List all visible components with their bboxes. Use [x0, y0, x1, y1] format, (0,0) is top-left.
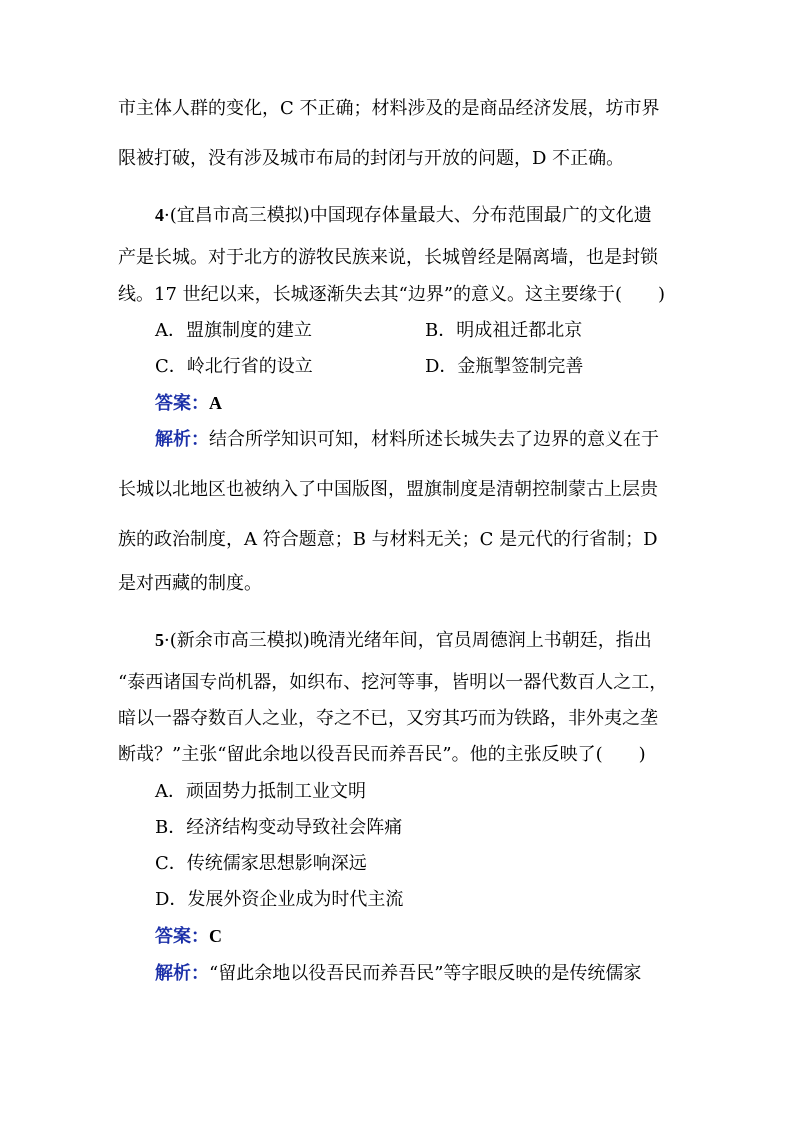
q4-explanation-text: 结合所学知识可知，材料所述长城失去了边界的意义在于 [209, 429, 659, 450]
q4-option-c: C．岭北行省的设立 [155, 356, 313, 377]
q5-number: 5 [155, 630, 164, 650]
q4-explanation-line-2: 长城以北地区也被纳入了中国版图，盟旗制度是清朝控制蒙古上层贵 [118, 479, 658, 500]
q4-explanation-label: 解析： [155, 429, 209, 450]
q5-option-a: A．顽固势力抵制工业文明 [155, 781, 366, 802]
q5-source: ·(新余市高三模拟) [164, 630, 310, 651]
q4-option-a: A．盟旗制度的建立 [155, 320, 312, 341]
q4-stem-line-3: 线。17 世纪以来，长城逐渐失去其“边界”的意义。这主要缘于( ) [118, 284, 666, 305]
q5-answer [155, 924, 222, 949]
q5-stem-line-2: “泰西诸国专尚机器，如织布、挖河等事，皆明以一器代数百人之工， [118, 672, 668, 693]
q4-option-b: B．明成祖迁都北京 [425, 320, 583, 341]
q4-explanation-line-3: 族的政治制度，A 符合题意；B 与材料无关；C 是元代的行省制；D [118, 529, 658, 550]
q4-stem-line-1 [155, 203, 652, 228]
q5-stem-text: 晚清光绪年间，官员周德润上书朝廷，指出 [309, 630, 652, 651]
q5-option-b: B．经济结构变动导致社会阵痛 [155, 817, 403, 838]
q5-answer-value: C [209, 926, 222, 946]
q4-number: 4 [155, 205, 164, 225]
q4-answer-value: A [209, 393, 222, 413]
q4-answer-label: 答案： [155, 393, 209, 414]
q4-option-d: D．金瓶掣签制完善 [425, 356, 584, 377]
q5-option-d: D．发展外资企业成为时代主流 [155, 889, 404, 910]
q4-explanation-line-4: 是对西藏的制度。 [118, 573, 262, 594]
q5-explanation-line-1 [155, 962, 641, 986]
q4-source: ·(宜昌市高三模拟) [164, 205, 310, 226]
q5-option-c: C．传统儒家思想影响深远 [155, 853, 367, 874]
q5-stem-line-4: 断哉？”主张“留此余地以役吾民而养吾民”。他的主张反映了( ) [118, 744, 646, 765]
q4-answer [155, 391, 222, 416]
q5-explanation-text: “留此余地以役吾民而养吾民”等字眼反映的是传统儒家 [209, 963, 642, 984]
prev-explanation-line-2: 限被打破，没有涉及城市布局的封闭与开放的问题，D 不正确。 [118, 148, 625, 169]
q4-stem-line-2: 产是长城。对于北方的游牧民族来说，长城曾经是隔离墙，也是封锁 [118, 247, 658, 268]
q5-stem-line-3: 暗以一器夺数百人之业，夺之不已，又穷其巧而为铁路，非外夷之垄 [118, 708, 658, 729]
q4-explanation-line-1 [155, 428, 659, 452]
q5-answer-label: 答案： [155, 926, 209, 947]
q5-explanation-label: 解析： [155, 963, 209, 984]
q5-stem-line-1 [155, 628, 652, 653]
prev-explanation-line-1: 市主体人群的变化，C 不正确；材料涉及的是商品经济发展，坊市界 [118, 98, 660, 119]
q4-stem-text: 中国现存体量最大、分布范围最广的文化遗 [309, 205, 652, 226]
